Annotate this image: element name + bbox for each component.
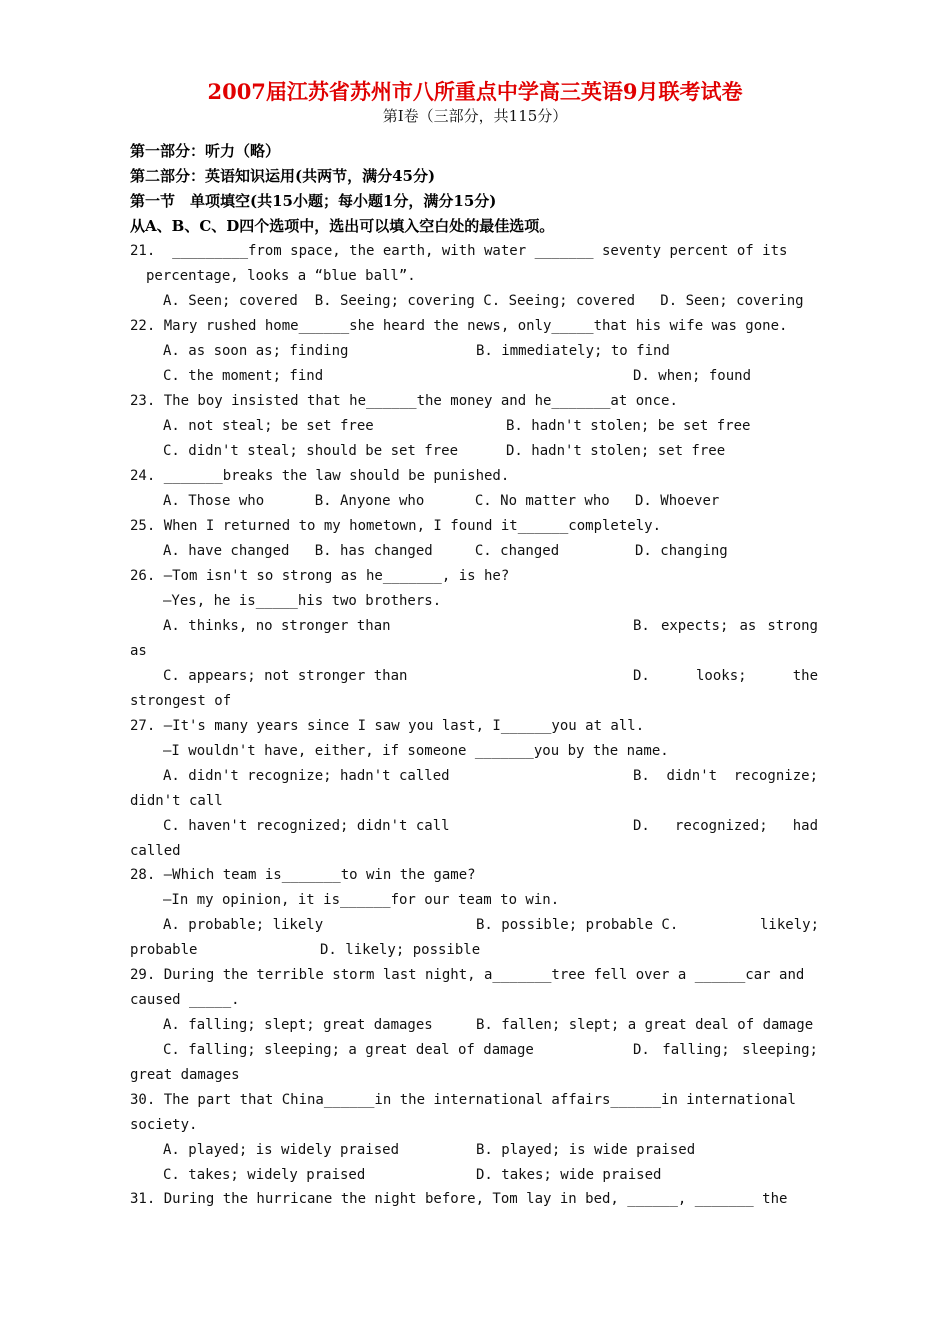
question-28: 28. —Which team is_______to win the game? (130, 867, 476, 883)
question-22: 22. Mary rushed home______she heard the news, only_____that his wife was gone. (130, 318, 788, 334)
question-30-option-d: D. takes; wide praised (476, 1167, 662, 1183)
question-26-reply: —Yes, he is_____his two brothers. (163, 593, 442, 609)
question-28-option-b: B. possible; probable C. (476, 917, 679, 933)
question-29-cont: caused _____. (130, 992, 240, 1008)
question-31: 31. During the hurricane the night before, Tom lay in bed, ______, _______ the (130, 1191, 788, 1207)
question-26-option-d-cont: strongest of (130, 693, 232, 709)
question-26-option-b: B. expects; as strong (633, 618, 818, 634)
question-22-option-d: D. when; found (633, 368, 752, 384)
question-28-option-c-cont: probable (130, 942, 198, 958)
question-27-option-a: A. didn't recognize; hadn't called (163, 768, 450, 784)
question-28-option-d: D. likely; possible (320, 942, 481, 958)
question-29: 29. During the terrible storm last night, a_______tree fell over a ______car and (130, 967, 805, 983)
instruction-text: 从A、B、C、D四个选项中，选出可以填入空白处的最佳选项。 (130, 217, 555, 235)
part1-heading: 第一部分：听力（略） (130, 142, 281, 160)
question-30-cont: society. (130, 1117, 198, 1133)
question-21-options: A. Seen; covered B. Seeing; covering C. Seeing; covered D. Seen; covering (163, 293, 804, 309)
question-24-options: A. Those who B. Anyone who C. No matter who D. Whoever (163, 493, 720, 509)
question-22-option-a: A. as soon as; finding (163, 343, 349, 359)
question-26-option-a: A. thinks, no stronger than (163, 618, 391, 634)
question-26-option-c: C. appears; not stronger than (163, 668, 408, 684)
question-23-option-a: A. not steal; be set free (163, 418, 374, 434)
question-30-option-c: C. takes; widely praised (163, 1167, 366, 1183)
question-27-reply: —I wouldn't have, either, if someone _______you by the name. (163, 743, 669, 759)
question-22-option-c: C. the moment; find (163, 368, 324, 384)
question-30-option-a: A. played; is widely praised (163, 1142, 400, 1158)
question-25: 25. When I returned to my hometown, I found it______completely. (130, 518, 662, 534)
question-28-reply: —In my opinion, it is______for our team to win. (163, 892, 560, 908)
question-28-option-a: A. probable; likely (163, 917, 324, 933)
question-26-option-d: D. looks; the (633, 668, 818, 684)
question-25-options: A. have changed B. has changed C. changed D. changing (163, 543, 728, 559)
question-30-option-b: B. played; is wide praised (476, 1142, 696, 1158)
question-23: 23. The boy insisted that he______the money and he_______at once. (130, 393, 678, 409)
question-27-option-d-cont: called (130, 843, 181, 859)
question-27-option-d: D. recognized; had (633, 818, 818, 834)
question-23-option-d: D. hadn't stolen; set free (506, 443, 726, 459)
question-26: 26. —Tom isn't so strong as he_______, is he? (130, 568, 510, 584)
question-29-option-a: A. falling; slept; great damages (163, 1017, 433, 1033)
question-23-option-b: B. hadn't stolen; be set free (506, 418, 751, 434)
part2-heading: 第二部分：英语知识运用(共两节，满分45分) (130, 167, 436, 185)
question-27-option-c: C. haven't recognized; didn't call (163, 818, 450, 834)
question-26-option-b-cont: as (130, 643, 147, 659)
question-29-option-b: B. fallen; slept; a great deal of damage (476, 1017, 814, 1033)
page-title: 2007届江苏省苏州市八所重点中学高三英语9月联考试卷 (207, 79, 743, 104)
question-21-cont: percentage, looks a “blue ball”. (146, 268, 416, 284)
section1-heading: 第一节 单项填空(共15小题；每小题1分，满分15分) (130, 192, 497, 210)
question-22-option-b: B. immediately; to find (476, 343, 670, 359)
question-27-option-b-cont: didn't call (130, 793, 223, 809)
page-subtitle: 第I卷（三部分，共115分） (382, 107, 568, 125)
question-29-option-c: C. falling; sleeping; a great deal of damage (163, 1042, 534, 1058)
question-23-option-c: C. didn't steal; should be set free (163, 443, 459, 459)
question-24: 24. _______breaks the law should be punished. (130, 468, 510, 484)
question-29-option-d-cont: great damages (130, 1067, 240, 1083)
question-27-option-b: B. didn't recognize; (633, 768, 818, 784)
question-28-option-c: likely; (760, 917, 820, 933)
question-21: 21. _________from space, the earth, with water _______ seventy percent of its (130, 243, 788, 259)
question-29-option-d: D. falling; sleeping; (633, 1042, 818, 1058)
question-30: 30. The part that China______in the international affairs______in international (130, 1092, 796, 1108)
question-27: 27. —It's many years since I saw you last, I______you at all. (130, 718, 645, 734)
